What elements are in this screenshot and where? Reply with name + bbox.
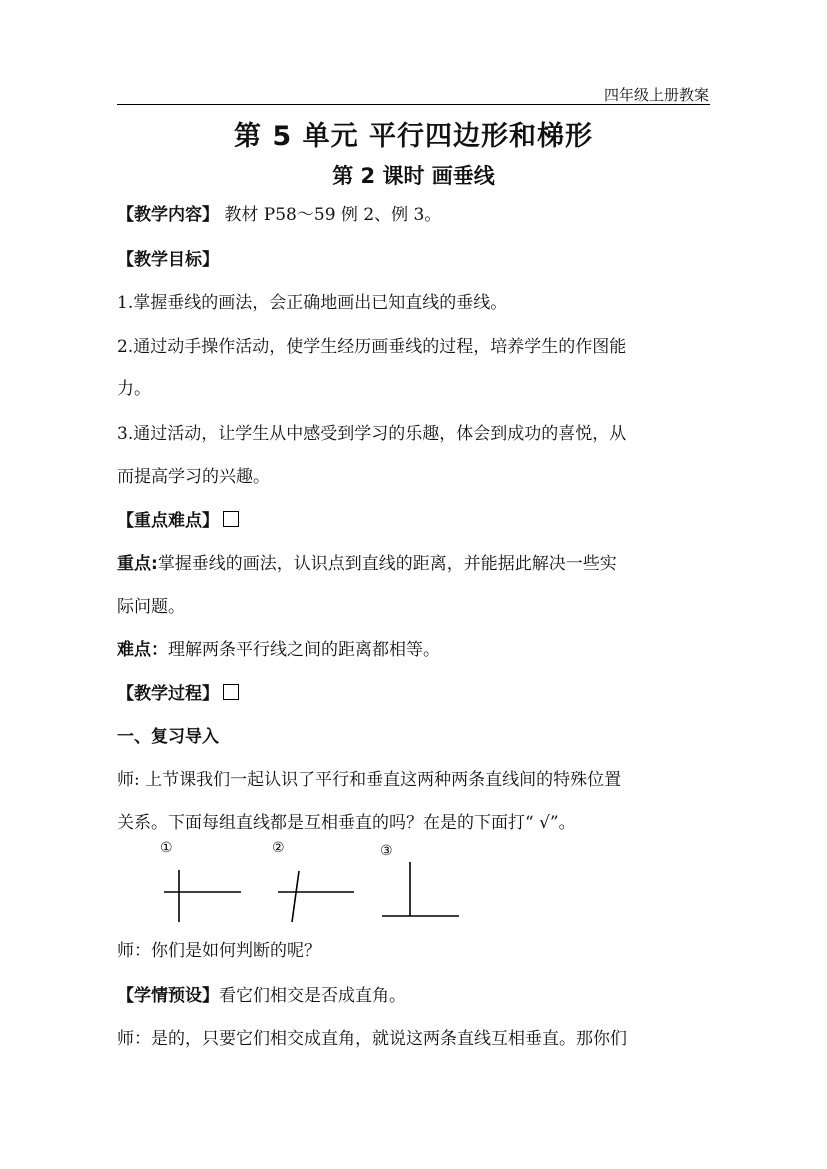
content-label: 【教学内容】	[117, 205, 219, 225]
preset-label: 【学情预设】	[117, 986, 219, 1006]
key-text: 掌握垂线的画法，认识点到直线的距离，并能据此解决一些实	[157, 554, 617, 574]
page-subtitle: 第 2 课时 画垂线	[332, 164, 495, 188]
goals-label: 【教学目标】	[117, 250, 219, 270]
section-heading: 一、复习导入	[117, 727, 219, 747]
key-label: 重点:	[117, 554, 158, 574]
hard-text: 理解两条平行线之间的距离都相等。	[168, 640, 440, 660]
teacher-line: 师: 上节课我们一起认识了平行和垂直这两种两条直线间的特殊位置	[117, 770, 622, 790]
teacher-line: 师：是的，只要它们相交成直角，就说这两条直线互相垂直。那你们	[117, 1029, 627, 1049]
goal-item: 力。	[117, 379, 151, 399]
teacher-line: 关系。下面每组直线都是互相垂直的吗？在是的下面打“ √”。	[117, 813, 576, 833]
figure-label-3: ③	[380, 843, 393, 859]
figure-label-2: ②	[272, 840, 285, 856]
teacher-line: 师：你们是如何判断的呢？	[117, 941, 321, 961]
key-points-heading	[117, 510, 239, 532]
content-line	[117, 204, 441, 226]
key-text-cont: 际问题。	[117, 597, 185, 617]
figure-label-1: ①	[160, 840, 173, 856]
goal-item: 3.通过活动，让学生从中感受到学习的乐趣，体会到成功的喜悦，从	[117, 424, 627, 444]
process-label: 【教学过程】	[117, 684, 219, 704]
page-title: 第 5 单元 平行四边形和梯形	[234, 121, 593, 152]
hard-point-line	[117, 639, 440, 661]
goal-item: 2.通过动手操作活动，使学生经历画垂线的过程，培养学生的作图能	[117, 337, 627, 357]
header-rule	[117, 104, 710, 105]
hard-label: 难点：	[117, 640, 168, 660]
header-label: 四年级上册教案	[603, 86, 709, 104]
process-heading	[117, 683, 239, 705]
perpendicular-figure	[150, 840, 480, 930]
fig2-slanted-line	[292, 871, 299, 922]
key-point-line	[117, 553, 617, 575]
key-points-label: 【重点难点】	[117, 511, 219, 531]
checkbox-icon	[223, 511, 239, 527]
preset-line	[117, 985, 406, 1007]
goal-item: 而提高学习的兴趣。	[117, 467, 270, 487]
goal-item: 1.掌握垂线的画法，会正确地画出已知直线的垂线。	[117, 293, 508, 313]
content-text: 教材 P58～59 例 2、例 3。	[219, 205, 442, 225]
preset-text: 看它们相交是否成直角。	[219, 986, 406, 1006]
checkbox-icon	[223, 684, 239, 700]
figure-lines	[150, 840, 480, 930]
